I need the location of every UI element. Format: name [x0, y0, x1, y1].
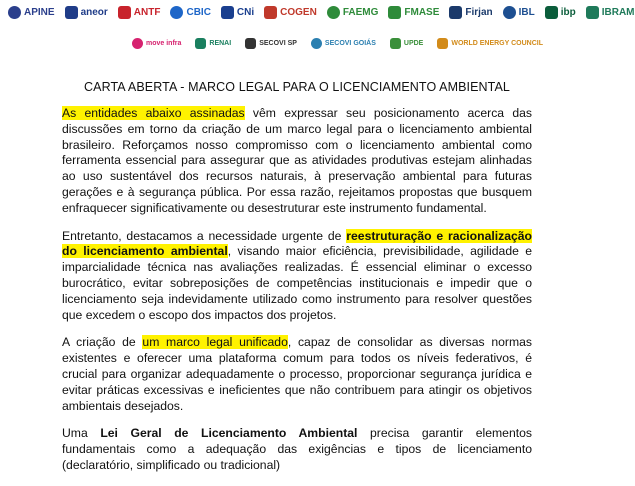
upde-logo	[390, 38, 423, 49]
apine-logo-text: APINE	[24, 7, 55, 18]
logo-row-top	[8, 6, 635, 19]
wec-logo-text: WORLD ENERGY COUNCIL	[451, 40, 543, 47]
secovi-logo-text: SECOVI SP	[259, 40, 297, 47]
letter-title: CARTA ABERTA - MARCO LEGAL PARA O LICENCIAMENTO AMBIENTAL	[84, 80, 510, 94]
ibp-logo-text: ibp	[560, 7, 576, 18]
antf-logo-text: ANTF	[133, 7, 161, 18]
paragraph-1	[62, 106, 532, 217]
ibram-logo	[586, 6, 635, 19]
secovi-goias-logo-mark	[311, 38, 322, 49]
cni-logo	[221, 6, 254, 19]
secovi-logo	[245, 38, 297, 49]
secovi-logo-mark	[245, 38, 256, 49]
faemg-logo-text: FAEMG	[342, 7, 379, 18]
cni-logo-text: CNi	[236, 7, 255, 18]
cbic-logo	[170, 6, 210, 19]
renai-logo	[195, 38, 231, 49]
ibp-logo-mark	[545, 6, 558, 19]
renai-logo-mark	[195, 38, 206, 49]
ibl-logo	[503, 6, 535, 19]
apine-logo-mark	[8, 6, 21, 19]
paragraph-3	[62, 335, 532, 414]
cogen-logo-mark	[264, 6, 277, 19]
cogen-logo-text: COGEN	[280, 7, 317, 18]
signatory-logos-header	[0, 0, 635, 68]
fmase-logo-mark	[388, 6, 401, 19]
aneor-logo	[65, 6, 108, 19]
paragraph-2-text: , visando maior eficiência, previsibilidade, agilidade e imparcialidade técnica nas avaliações realizadas. É essencial eliminar o excesso burocrático, evitar sobreposições de competências institucionais e impedir que o licenciamento seja indevidamente utilizado como instrumento para resolver questões que excedem o escopo dos impactos dos projetos.	[62, 244, 532, 322]
faemg-logo-mark	[327, 6, 340, 19]
paragraph-2-lead: Entretanto, destacamos a necessidade urgente de	[62, 228, 347, 243]
apine-logo	[8, 6, 55, 19]
aneor-logo-text: aneor	[80, 7, 108, 18]
paragraph-3-lead: A criação de	[62, 335, 143, 350]
paragraph-1-text: vêm expressar seu posicionamento acerca das discussões em torno da criação de um marco legal para o licenciamento ambiental brasileiro. Reforçamos nosso compromisso com o licenciamento ambiental como ferramenta essencial para assegurar que as atividades produtivas estejam alinhadas ao uso sustentável dos recursos naturais, à preservação ambiental para futuras gerações e à segurança pública. Por essa razão, rejeitamos propostas que busquem enfraquecer significativamente ou desestruturar este instrumento fundamental.	[62, 106, 532, 215]
highlight-general-law: Lei Geral de Licenciamento Ambiental	[100, 426, 358, 441]
secovi-goias-logo-text: SECOVI GOIÁS	[324, 40, 376, 47]
move-infra-logo-text: move infra	[146, 40, 182, 47]
fmase-logo	[388, 6, 439, 19]
cogen-logo	[264, 6, 317, 19]
paragraph-4-lead: Uma	[62, 426, 101, 441]
highlight-unified-framework: um marco legal unificado	[142, 335, 288, 350]
cbic-logo-mark	[170, 6, 183, 19]
firjan-logo	[449, 6, 492, 19]
ibram-logo-text: IBRAM	[601, 7, 635, 18]
highlight-restructuring: reestruturação e racionalização do licenciamento ambiental	[62, 228, 532, 259]
wec-logo-mark	[437, 38, 448, 49]
ibl-logo-mark	[503, 6, 516, 19]
cni-logo-mark	[221, 6, 234, 19]
fmase-logo-text: FMASE	[404, 7, 440, 18]
ibram-logo-mark	[586, 6, 599, 19]
paragraph-3-text: , capaz de consolidar as diversas normas existentes e oferecer uma plataforma comum para todos os níveis federativos, é crucial para organizar adequadamente o processo, proporcionar segurança jurídica e evitar práticas excessivas e ineficientes que não contribuem para atingir os objetivos ambientais desejados.	[62, 335, 532, 413]
renai-logo-text: RENAI	[209, 40, 232, 47]
aneor-logo-mark	[65, 6, 78, 19]
paragraph-4-text: precisa garantir elementos fundamentais como a adequação das exigências e tipos de licenciamento (declaratório, simplificado ou tradicional)	[62, 426, 532, 472]
move-infra-logo	[132, 38, 181, 49]
antf-logo	[118, 6, 161, 19]
move-infra-logo-mark	[132, 38, 143, 49]
ibp-logo	[545, 6, 576, 19]
paragraph-4	[62, 426, 532, 473]
faemg-logo	[327, 6, 379, 19]
antf-logo-mark	[118, 6, 131, 19]
open-letter	[62, 80, 532, 486]
wec-logo	[437, 38, 543, 49]
highlight-signatories: As entidades abaixo assinadas	[62, 106, 245, 120]
firjan-logo-text: Firjan	[465, 7, 493, 18]
cbic-logo-text: CBIC	[186, 7, 211, 18]
ibl-logo-text: IBL	[518, 7, 535, 18]
secovi-goias-logo	[311, 38, 376, 49]
logo-row-bottom	[132, 38, 543, 49]
upde-logo-mark	[390, 38, 401, 49]
upde-logo-text: UPDE	[403, 40, 424, 47]
paragraph-2	[62, 229, 532, 324]
firjan-logo-mark	[449, 6, 462, 19]
